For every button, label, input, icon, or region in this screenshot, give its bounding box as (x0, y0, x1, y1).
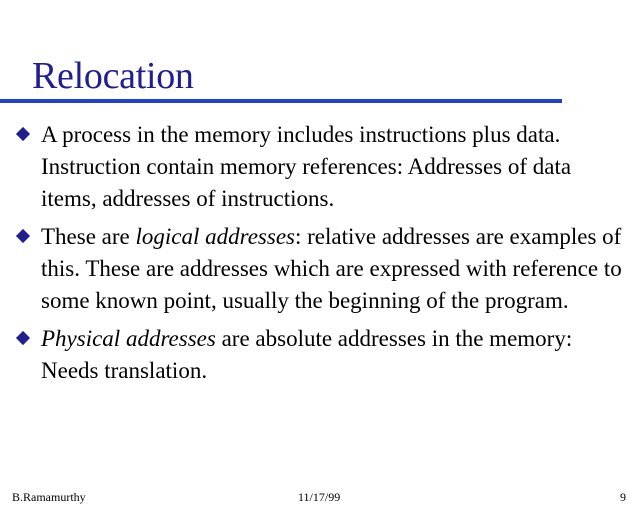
bullet-text-suffix: are absolute addresses in the memory: Needs translation. (41, 326, 573, 383)
page-number: 9 (620, 490, 626, 504)
bullet-text: A process in the memory includes instructions plus data. Instruction contain memory references: Addresses of data items, addresses of instructions. (41, 122, 572, 211)
bullet-emphasis: logical addresses (135, 224, 295, 249)
diamond-bullet-icon (16, 127, 30, 141)
bullet-item (0, 119, 640, 215)
title-underline (0, 99, 562, 103)
bullet-item (0, 323, 640, 387)
bullet-emphasis: Physical addresses (41, 326, 216, 351)
footer-author: B.Ramamurthy (12, 490, 86, 504)
bullet-list (0, 119, 640, 387)
diamond-bullet-icon (16, 229, 30, 243)
bullet-item (0, 221, 640, 317)
diamond-bullet-icon (16, 331, 30, 345)
bullet-text-prefix: These are (41, 224, 136, 249)
footer-date: 11/17/99 (298, 490, 341, 504)
bullet-text-suffix: : relative addresses are examples of this. These are addresses which are expressed with reference to some known point, usually the beginning of the program. (41, 224, 622, 313)
slide-title: Relocation (32, 55, 194, 97)
